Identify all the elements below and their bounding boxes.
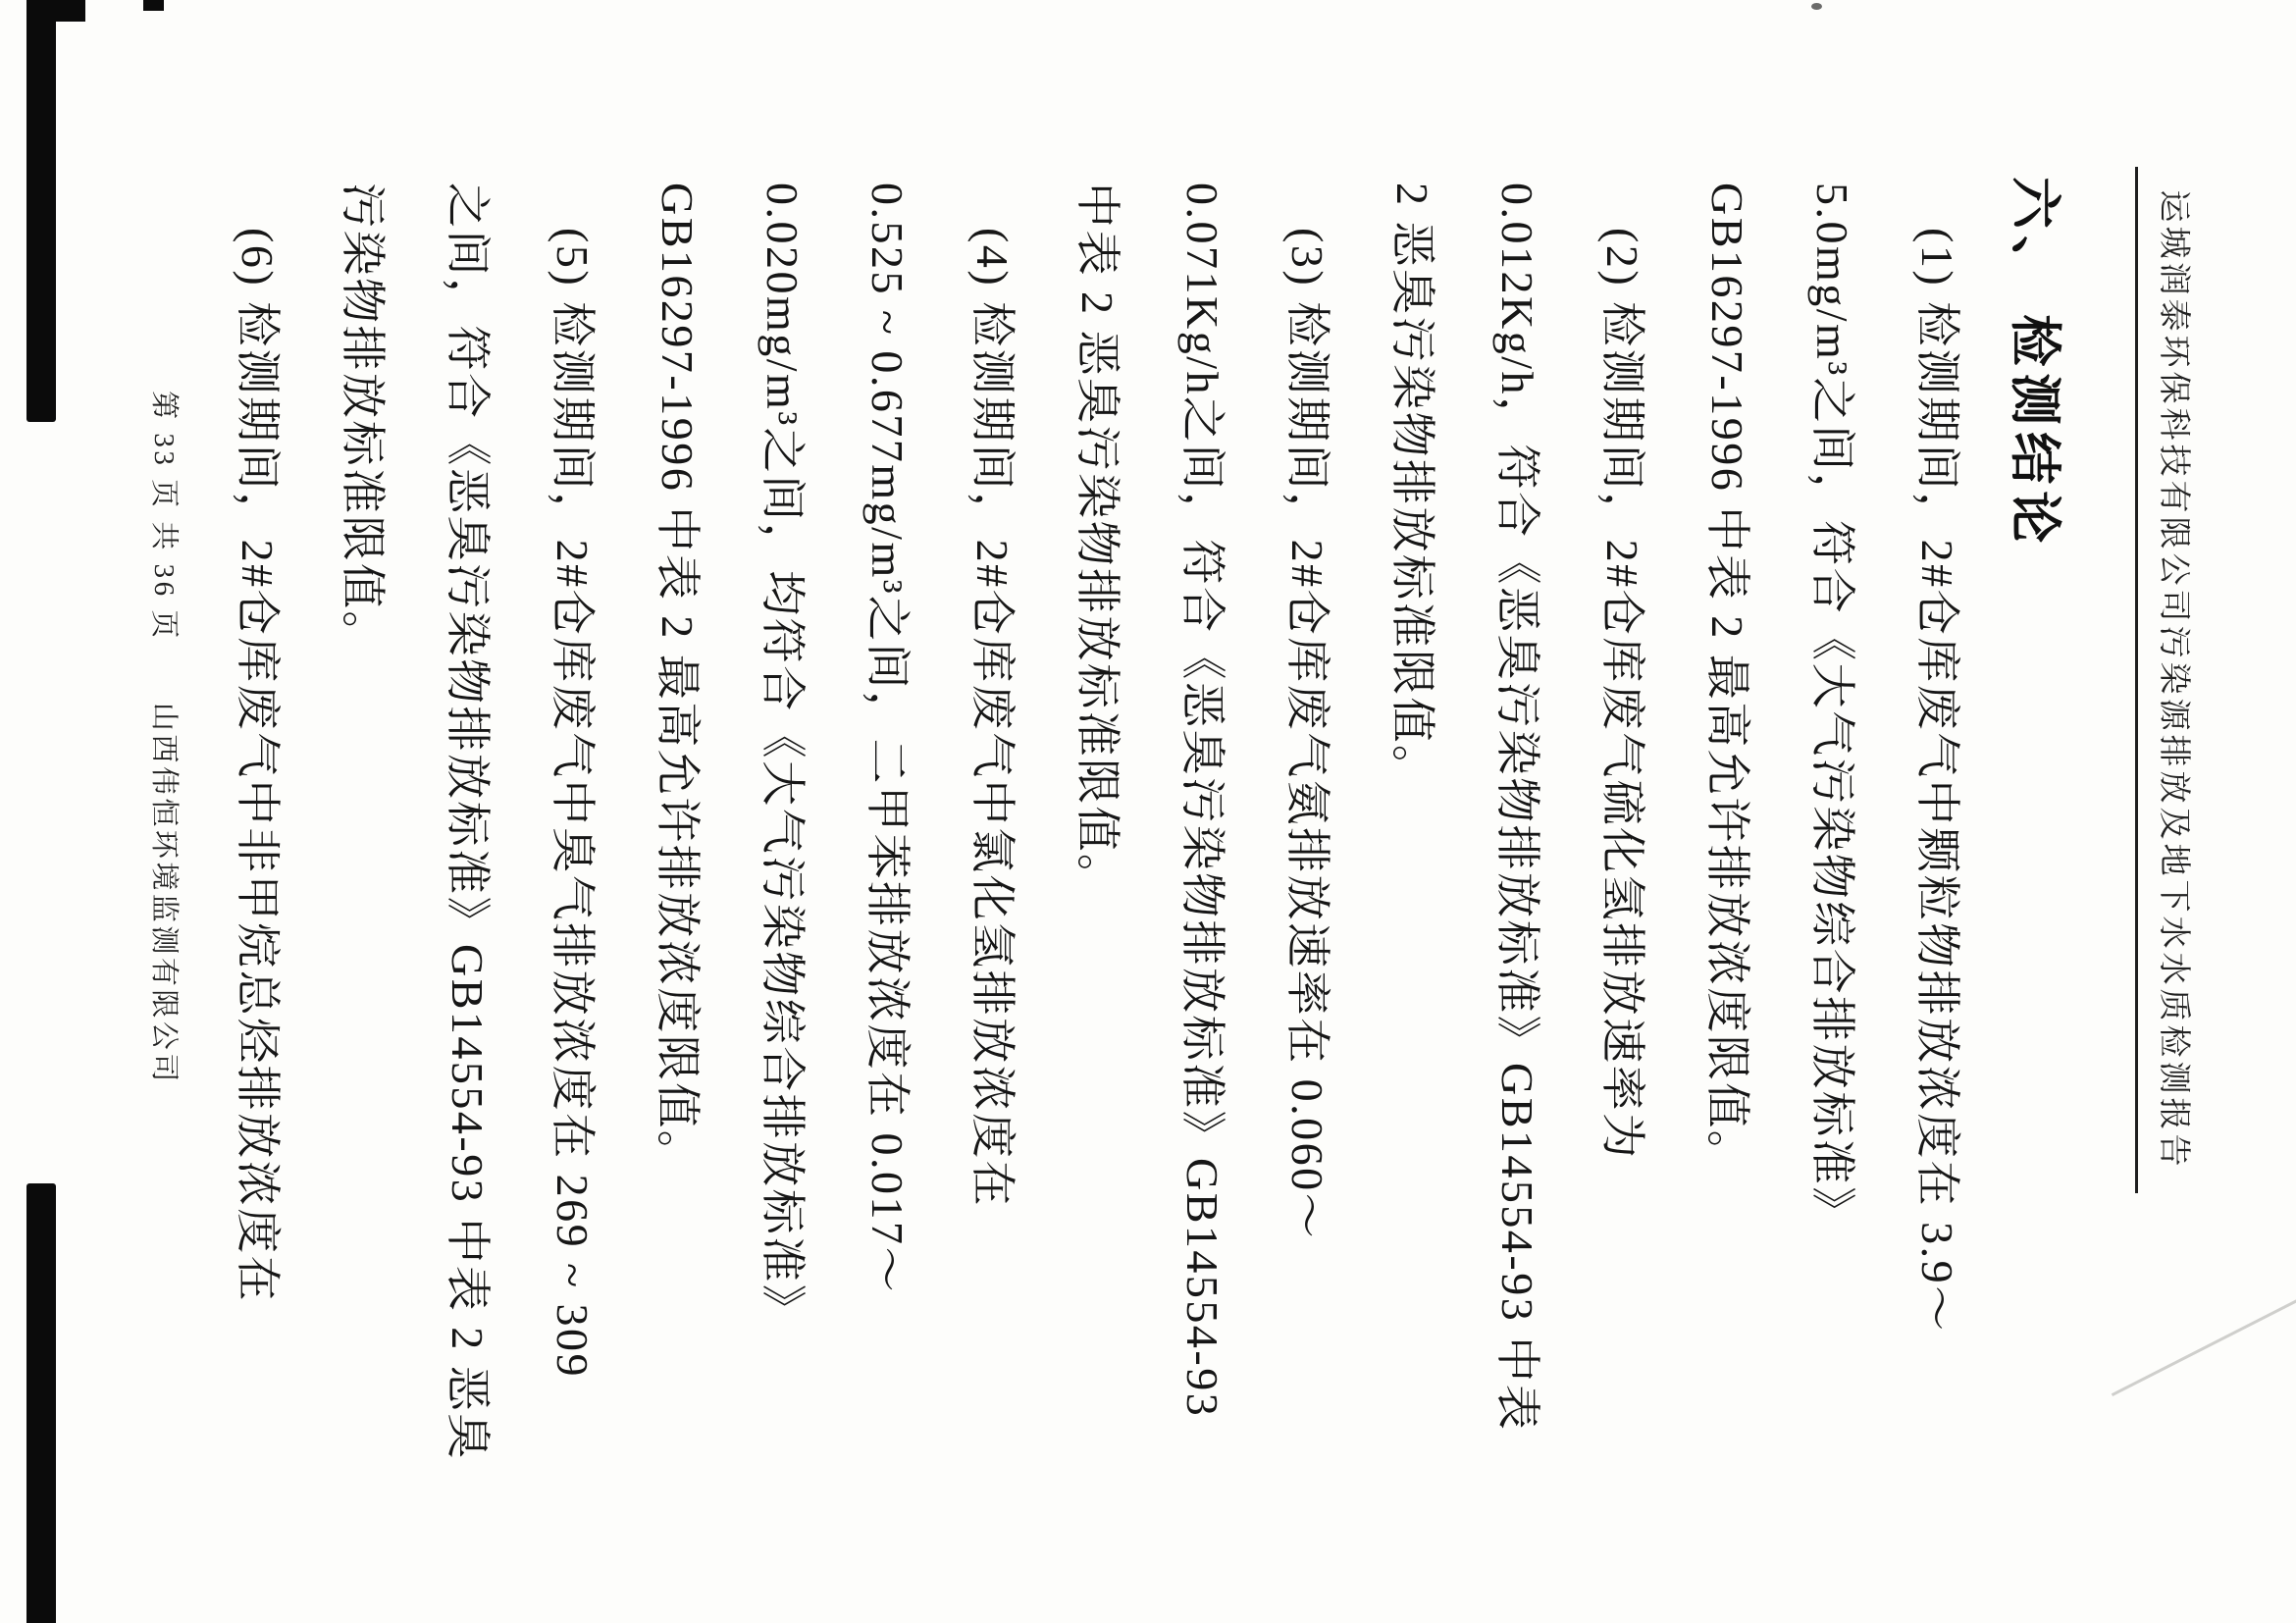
- section-title: 六、 检测结论: [2006, 177, 2062, 550]
- body-line: (4) 检测期间，2#仓库废气中氯化氢排放浓度在: [967, 228, 1018, 1209]
- scanner-edge-mark: [32, 0, 85, 22]
- body-line: 0.525 ~ 0.677mg/m³之间，二甲苯排放浓度在 0.017～: [862, 183, 913, 1295]
- body-line: (1) 检测期间，2#仓库废气中颗粒物排放浓度在 3.9～: [1912, 228, 1962, 1334]
- body-line: GB16297-1996 中表 2 最高允许排放浓度限值。: [1702, 183, 1752, 1178]
- paragraph: [205, 183, 310, 1448]
- scan-speck: [1811, 3, 1822, 10]
- paragraph: [1675, 183, 1990, 1448]
- scanner-edge-mark: [143, 0, 164, 11]
- body-line: 0.012Kg/h，符合《恶臭污染物排放标准》GB14554-93 中表: [1492, 183, 1542, 1433]
- body-line: (6) 检测期间，2#仓库废气中非甲烷总烃排放浓度在: [233, 228, 283, 1304]
- body-line: 0.020mg/m³之间，均符合《大气污染物综合排放标准》: [757, 183, 808, 1333]
- body-line: 污染物排放标准限值。: [338, 183, 388, 658]
- report-header-title: 运城润泰环保科技有限公司污染源排放及地下水水质检测报告: [2135, 167, 2200, 1193]
- paragraph: [310, 183, 625, 1461]
- body-line: GB16297-1996 中表 2 最高允许排放浓度限值。: [652, 183, 703, 1178]
- body-text: [205, 183, 1990, 1461]
- paragraph: [625, 183, 1045, 1448]
- body-line: (2) 检测期间，2#仓库废气硫化氢排放速率为: [1597, 228, 1647, 1161]
- body-line: 之间，符合《恶臭污染物排放标准》GB14554-93 中表 2 恶臭: [443, 183, 493, 1461]
- page-number: 第 33 页 共 36 页: [148, 391, 180, 642]
- body-line: 5.0mg/m³之间，符合《大气污染物综合排放标准》: [1807, 183, 1857, 1234]
- body-line: 中表 2 恶臭污染物排放标准限值。: [1072, 183, 1122, 902]
- paragraph: [1045, 183, 1360, 1448]
- scanner-edge-bar-bottom: [26, 1183, 56, 1623]
- paragraph: [1360, 183, 1675, 1448]
- body-line: 0.071Kg/h之间，符合《恶臭污染物排放标准》GB14554-93: [1177, 183, 1227, 1419]
- body-line: (5) 检测期间，2#仓库废气中臭气排放浓度在 269 ~ 309: [548, 228, 598, 1380]
- body-line: 2 恶臭污染物排放标准限值。: [1387, 183, 1437, 793]
- page-footer: [146, 0, 186, 1549]
- scanner-edge-bar-top: [26, 0, 56, 422]
- company-name: 山西伟恒环境监测有限公司: [148, 702, 180, 1085]
- body-line: (3) 检测期间，2#仓库废气氨排放速率在 0.060～: [1282, 228, 1332, 1241]
